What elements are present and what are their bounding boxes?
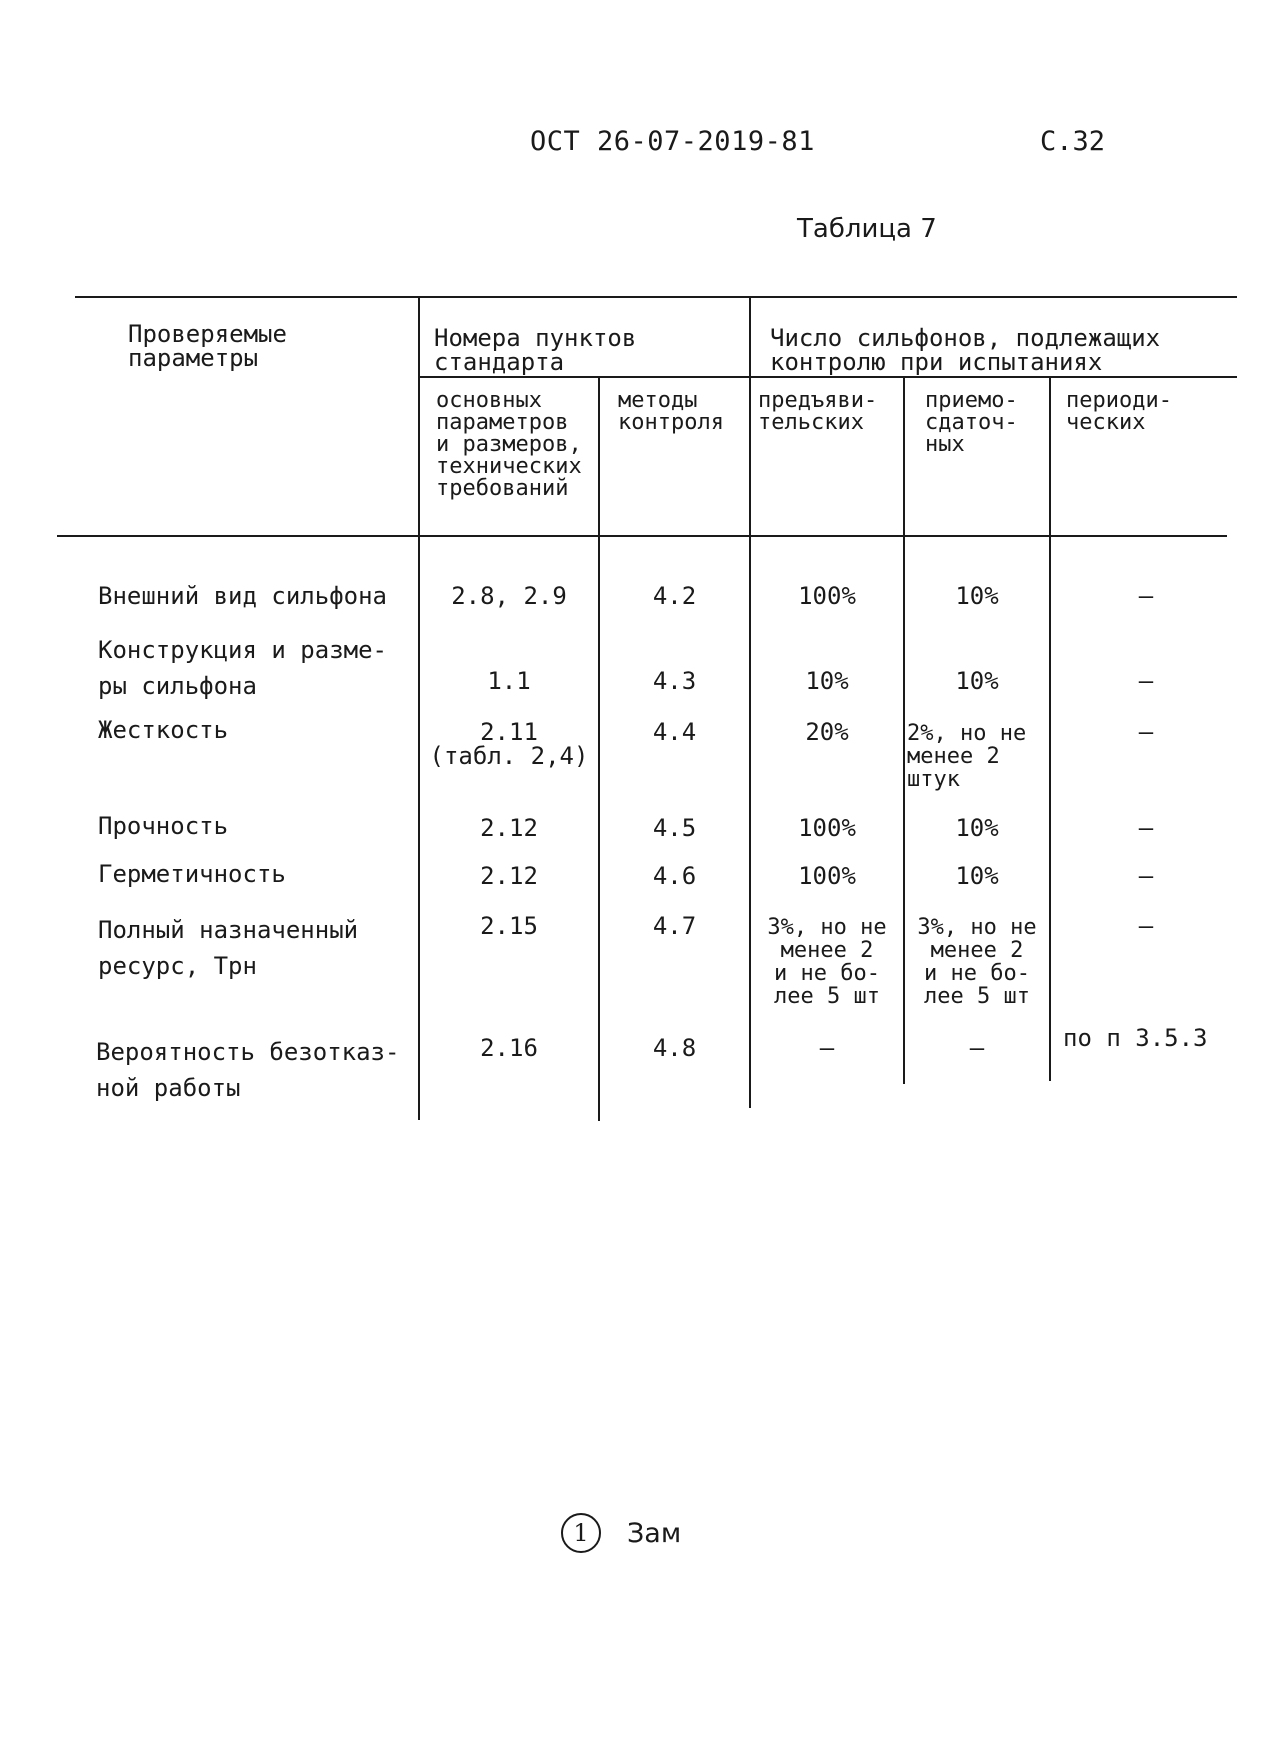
row3-acceptance: 2%, но не менее 2 штук [907,721,1027,792]
row7-param: Вероятность безотказ- ной работы [96,1038,400,1102]
row6-methods: 4.7 [652,912,697,940]
header-methods: методы контроля [618,388,724,435]
header-periodic: периоди- ческих [1066,388,1172,435]
header-count-group: Число сильфонов, подлежащих контролю при испытаниях [770,324,1161,376]
row3-methods: 4.4 [652,718,697,746]
row5-periodic: – [1138,862,1154,890]
row7-periodic: по п 3.5.3 [1063,1024,1208,1052]
header-acceptance: приемо- сдаточ- ных [925,388,1018,457]
change-note [561,1513,681,1553]
row2-param: Конструкция и разме- ры сильфона [98,636,387,700]
page-number: С.32 [1040,126,1106,157]
row4-param: Прочность [98,812,229,840]
header-standard-group: Номера пунктов стандарта [434,324,637,376]
row6-basic: 2.15 [480,912,538,940]
row3-param: Жесткость [98,716,229,744]
row6-preliminary: 3%, но не менее 2 и не бо- лее 5 шт [767,915,887,1009]
row7-methods: 4.8 [652,1034,697,1062]
row6-periodic: – [1138,912,1154,940]
change-note-text: Зам [627,1517,682,1549]
row2-methods: 4.3 [652,667,697,695]
row4-periodic: – [1138,814,1154,842]
row3-periodic: – [1138,718,1154,746]
row4-preliminary: 100% [798,814,856,842]
header-basic: основных параметров и размеров, технических требований [436,388,582,501]
row3-preliminary: 20% [805,718,849,746]
row5-methods: 4.6 [652,862,697,890]
row7-basic: 2.16 [480,1034,538,1062]
change-number: 1 [573,1519,589,1547]
row7-acceptance: – [969,1034,985,1062]
table-title: Таблица 7 [797,214,937,244]
row1-param: Внешний вид сильфона [98,582,387,610]
header-preliminary: предъяви- тельских [758,388,878,435]
row3-basic: 2.11 (табл. 2,4) [429,718,589,770]
table-top-rule [75,296,1237,298]
row4-basic: 2.12 [480,814,538,842]
header-param: Проверяемые параметры [128,320,287,372]
row6-acceptance: 3%, но не менее 2 и не бо- лее 5 шт [917,915,1037,1009]
row7-preliminary: – [819,1034,835,1062]
change-number-circle [561,1513,601,1553]
row1-acceptance: 10% [955,582,999,610]
row2-acceptance: 10% [955,667,999,695]
row5-acceptance: 10% [955,862,999,890]
header-bottom-rule [57,535,1227,537]
row5-param: Герметичность [98,860,286,888]
row6-param: Полный назначенный ресурс, Трн [98,916,359,980]
row5-basic: 2.12 [480,862,538,890]
column-divider-basic [598,377,600,1121]
row2-basic: 1.1 [487,667,531,695]
group-header-rule [420,376,1237,378]
document-code: ОСТ 26-07-2019-81 [530,126,815,157]
row1-preliminary: 100% [798,582,856,610]
row1-periodic: – [1138,582,1154,610]
row4-acceptance: 10% [955,814,999,842]
row1-methods: 4.2 [652,582,697,610]
row1-basic: 2.8, 2.9 [451,582,567,610]
row2-periodic: – [1138,667,1154,695]
row2-preliminary: 10% [805,667,849,695]
row5-preliminary: 100% [798,862,856,890]
column-divider-param [418,298,420,1120]
row4-methods: 4.5 [652,814,697,842]
